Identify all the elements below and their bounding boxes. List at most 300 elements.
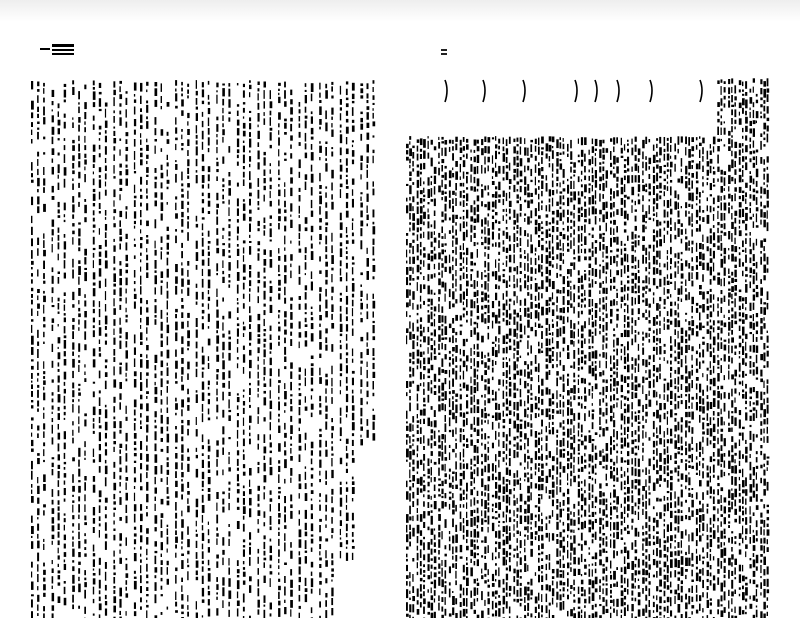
ink-dash bbox=[290, 551, 292, 559]
ink-dash bbox=[161, 341, 163, 348]
ink-dash bbox=[278, 443, 281, 452]
ink-dash bbox=[258, 549, 260, 554]
ink-dash bbox=[474, 157, 476, 163]
ink-dash bbox=[175, 447, 177, 449]
ink-dash bbox=[520, 576, 522, 579]
ink-dash bbox=[455, 192, 456, 196]
ink-dash bbox=[278, 112, 281, 119]
ink-dash bbox=[455, 443, 457, 449]
ink-dash bbox=[134, 226, 135, 229]
ink-dash bbox=[581, 554, 583, 562]
ink-dash bbox=[249, 123, 251, 129]
ink-dash bbox=[72, 304, 74, 308]
ink-dash bbox=[541, 227, 543, 229]
ink-dash bbox=[556, 341, 559, 349]
ink-dash bbox=[134, 514, 136, 523]
ink-dash bbox=[509, 267, 512, 273]
ink-dash bbox=[573, 607, 575, 610]
ink-dash bbox=[325, 379, 328, 385]
ink-dash bbox=[520, 588, 522, 597]
ink-dash bbox=[552, 598, 553, 605]
ink-dash bbox=[58, 153, 60, 156]
ink-dash bbox=[420, 437, 422, 444]
ink-dash bbox=[105, 260, 108, 268]
ink-dash bbox=[506, 434, 508, 441]
ink-dash bbox=[228, 482, 230, 485]
ink-dash bbox=[474, 140, 477, 146]
ink-dash bbox=[140, 354, 142, 357]
ink-dash bbox=[431, 312, 433, 320]
ink-dash bbox=[228, 381, 230, 389]
ink-dash bbox=[311, 499, 312, 501]
ink-dash bbox=[481, 219, 483, 226]
ink-dash bbox=[463, 155, 465, 158]
ink-dash bbox=[216, 533, 218, 537]
ink-dash bbox=[208, 591, 210, 595]
ink-dash bbox=[412, 267, 413, 274]
ink-dash bbox=[434, 549, 436, 553]
ink-dash bbox=[455, 315, 458, 321]
ink-dash bbox=[140, 115, 142, 123]
ink-dash bbox=[441, 315, 443, 322]
ink-dash bbox=[258, 280, 261, 283]
ink-dash bbox=[463, 302, 464, 306]
ink-dash bbox=[517, 266, 519, 274]
ink-dash bbox=[31, 449, 34, 452]
ink-dash bbox=[535, 304, 538, 308]
ink-dash bbox=[570, 240, 572, 249]
ink-dash bbox=[409, 396, 411, 400]
ink-dash bbox=[222, 600, 223, 608]
ink-dash bbox=[441, 358, 443, 367]
ink-dash bbox=[452, 500, 455, 508]
ink-dash bbox=[222, 342, 224, 350]
ink-dash bbox=[78, 460, 80, 467]
ink-dash bbox=[506, 526, 508, 535]
ink-dash bbox=[340, 134, 342, 143]
ink-dash bbox=[161, 513, 164, 518]
ink-dash bbox=[222, 157, 224, 164]
ink-dash bbox=[346, 446, 347, 451]
ink-dash bbox=[237, 111, 239, 116]
ink-dash bbox=[509, 339, 511, 343]
ink-dash bbox=[541, 254, 543, 263]
ink-dash bbox=[452, 354, 453, 356]
ink-dash bbox=[520, 204, 522, 211]
ink-dash bbox=[438, 186, 441, 193]
ink-dash bbox=[466, 567, 468, 576]
ink-dash bbox=[503, 419, 506, 423]
ink-dash bbox=[311, 244, 313, 249]
ink-dash bbox=[431, 558, 433, 561]
ink-dash bbox=[409, 267, 412, 271]
ink-dash bbox=[126, 573, 129, 578]
ink-dash bbox=[146, 512, 148, 516]
ink-dash bbox=[311, 152, 314, 160]
ink-dash bbox=[243, 545, 245, 547]
ink-dash bbox=[181, 367, 183, 375]
ink-dash bbox=[584, 355, 587, 359]
ink-dash bbox=[93, 449, 94, 457]
ink-dash bbox=[428, 221, 430, 228]
ink-dash bbox=[578, 295, 580, 299]
ink-dash bbox=[167, 139, 170, 144]
ink-dash bbox=[567, 550, 568, 559]
ink-dash bbox=[367, 83, 369, 89]
ink-dash bbox=[584, 406, 586, 409]
ink-dash bbox=[495, 171, 498, 177]
ink-dash bbox=[31, 391, 33, 397]
ink-dash bbox=[517, 364, 518, 368]
ink-dash bbox=[119, 305, 121, 310]
ink-dash bbox=[495, 242, 497, 247]
ink-dash bbox=[484, 275, 486, 277]
ink-dash bbox=[546, 241, 548, 244]
ink-dash bbox=[428, 502, 430, 508]
ink-dash bbox=[278, 209, 281, 214]
ink-dash bbox=[470, 216, 473, 221]
ink-dash bbox=[93, 81, 95, 86]
ink-dash bbox=[119, 550, 120, 554]
ink-dash bbox=[563, 326, 566, 334]
ink-dash bbox=[331, 560, 333, 565]
ink-dash bbox=[249, 383, 251, 385]
ink-dash bbox=[52, 541, 53, 545]
ink-dash bbox=[72, 531, 73, 533]
ink-dash bbox=[455, 144, 457, 151]
ink-dash bbox=[412, 223, 415, 231]
ink-dash bbox=[264, 276, 266, 278]
ink-dash bbox=[78, 552, 81, 557]
ink-dash bbox=[367, 332, 369, 340]
ink-dash bbox=[305, 107, 307, 113]
ink-dash bbox=[264, 492, 265, 499]
ink-dash bbox=[284, 275, 286, 284]
ink-dash bbox=[237, 393, 239, 395]
ink-dash bbox=[556, 411, 559, 414]
ink-dash bbox=[290, 468, 292, 476]
ink-dash bbox=[556, 316, 558, 320]
ink-dash bbox=[37, 524, 39, 531]
ink-dash bbox=[438, 564, 440, 569]
ink-dash bbox=[228, 200, 229, 205]
ink-dash bbox=[270, 178, 272, 182]
ink-dash bbox=[481, 242, 483, 245]
ink-dash bbox=[581, 467, 584, 472]
ink-dash bbox=[113, 165, 114, 174]
ink-dash bbox=[428, 602, 431, 608]
ink-dash bbox=[535, 536, 537, 540]
ink-dash bbox=[258, 519, 259, 524]
ink-dash bbox=[509, 186, 511, 190]
ink-dash bbox=[567, 463, 569, 469]
ink-dash bbox=[249, 433, 251, 437]
ink-dash bbox=[466, 463, 468, 469]
ink-dash bbox=[570, 543, 573, 551]
ink-dash bbox=[58, 337, 61, 343]
ink-dash bbox=[155, 168, 157, 173]
ink-dash bbox=[167, 408, 169, 414]
ink-dash bbox=[474, 200, 476, 204]
ink-dash bbox=[495, 610, 497, 616]
ink-dash bbox=[449, 337, 451, 342]
ink-dash bbox=[573, 175, 575, 177]
ink-dash bbox=[243, 498, 245, 505]
ink-dash bbox=[93, 253, 95, 258]
ink-dash bbox=[470, 481, 472, 486]
ink-dash bbox=[119, 450, 121, 454]
text-column bbox=[278, 82, 293, 617]
ink-dash bbox=[584, 396, 587, 402]
ink-dash bbox=[284, 217, 286, 222]
ink-dash bbox=[530, 532, 533, 539]
ink-dash bbox=[311, 144, 313, 150]
ink-dash bbox=[438, 489, 440, 492]
ink-dash bbox=[563, 396, 564, 400]
ink-dash bbox=[325, 374, 327, 378]
ink-dash bbox=[187, 183, 190, 187]
ink-dash bbox=[509, 545, 511, 550]
ink-dash bbox=[243, 247, 244, 253]
ink-dash bbox=[538, 202, 540, 211]
ink-dash bbox=[417, 165, 419, 168]
ink-dash bbox=[319, 544, 321, 549]
ink-dash bbox=[72, 237, 73, 244]
ink-dash bbox=[119, 476, 121, 480]
ink-dash bbox=[581, 594, 584, 597]
ink-dash bbox=[441, 329, 443, 336]
ink-dash bbox=[93, 218, 95, 222]
ink-dash bbox=[181, 82, 183, 86]
ink-dash bbox=[527, 276, 529, 283]
ink-dash bbox=[527, 253, 528, 261]
ink-dash bbox=[452, 509, 455, 514]
ink-dash bbox=[258, 510, 261, 516]
ink-dash bbox=[417, 536, 419, 543]
ink-dash bbox=[417, 359, 420, 364]
ink-dash bbox=[72, 383, 74, 389]
ink-dash bbox=[346, 365, 348, 373]
ink-dash bbox=[208, 102, 210, 105]
ink-dash bbox=[311, 83, 314, 92]
ink-dash bbox=[484, 556, 486, 559]
ink-dash bbox=[258, 113, 260, 122]
ink-dash bbox=[278, 315, 279, 319]
ink-dash bbox=[492, 377, 494, 380]
ink-dash bbox=[438, 168, 440, 176]
ink-dash bbox=[556, 390, 557, 399]
ink-dash bbox=[119, 599, 121, 608]
ink-dash bbox=[584, 202, 586, 207]
ink-dash bbox=[423, 409, 426, 416]
ink-dash bbox=[72, 178, 73, 181]
ink-dash bbox=[477, 189, 479, 192]
ink-dash bbox=[264, 118, 266, 125]
ink-dash bbox=[578, 215, 580, 222]
ink-dash bbox=[270, 259, 273, 268]
ink-dash bbox=[445, 326, 448, 335]
ink-dash bbox=[113, 138, 116, 143]
ink-dash bbox=[126, 483, 127, 490]
ink-dash bbox=[466, 289, 468, 297]
ink-dash bbox=[290, 580, 293, 588]
ink-dash bbox=[311, 307, 313, 309]
ink-dash bbox=[573, 385, 576, 394]
ink-dash bbox=[441, 399, 444, 401]
ink-dash bbox=[290, 118, 293, 122]
ink-dash bbox=[549, 163, 551, 167]
ink-dash bbox=[513, 244, 515, 253]
ink-dash bbox=[181, 554, 184, 557]
ink-dash bbox=[243, 607, 245, 612]
ink-dash bbox=[470, 591, 472, 598]
ink-dash bbox=[319, 287, 322, 292]
ink-dash bbox=[506, 454, 507, 459]
ink-dash bbox=[249, 416, 252, 423]
ink-dash bbox=[311, 282, 313, 291]
ink-dash bbox=[420, 372, 422, 380]
ink-dash bbox=[538, 180, 540, 182]
ink-dash bbox=[488, 333, 490, 340]
ink-dash bbox=[208, 174, 210, 181]
ink-dash bbox=[258, 394, 259, 398]
ink-dash bbox=[428, 511, 431, 515]
ink-dash bbox=[119, 269, 122, 276]
ink-dash bbox=[155, 387, 158, 394]
ink-dash bbox=[488, 358, 491, 362]
ink-dash bbox=[58, 324, 59, 327]
ink-dash bbox=[412, 352, 414, 359]
ink-dash bbox=[470, 348, 471, 356]
ink-dash bbox=[78, 288, 81, 296]
ink-dash bbox=[72, 399, 74, 402]
ink-dash bbox=[37, 498, 39, 504]
ink-dash bbox=[52, 425, 53, 434]
ink-dash bbox=[573, 476, 576, 482]
ink-dash bbox=[352, 294, 354, 298]
ink-dash bbox=[420, 198, 423, 203]
ink-dash bbox=[541, 157, 543, 164]
ink-dash bbox=[573, 535, 575, 543]
ink-dash bbox=[428, 315, 430, 323]
ink-dash bbox=[492, 155, 493, 164]
ink-dash bbox=[284, 450, 286, 455]
ink-dash bbox=[202, 260, 205, 266]
ink-dash bbox=[352, 283, 355, 292]
ink-dash bbox=[581, 171, 583, 175]
ink-dash bbox=[216, 147, 217, 153]
ink-dash bbox=[331, 433, 333, 439]
ink-dash bbox=[140, 575, 142, 583]
ink-dash bbox=[535, 258, 537, 265]
ink-dash bbox=[474, 219, 477, 224]
ink-dash bbox=[527, 340, 528, 349]
ink-dash bbox=[196, 302, 198, 305]
ink-dash bbox=[37, 128, 39, 130]
ink-dash bbox=[546, 248, 548, 253]
ink-dash bbox=[506, 248, 508, 253]
ink-dash bbox=[360, 88, 363, 93]
ink-dash bbox=[243, 491, 245, 496]
ink-dash bbox=[84, 504, 85, 512]
ink-dash bbox=[423, 188, 424, 193]
ink-dash bbox=[549, 422, 550, 428]
ink-dash bbox=[406, 525, 407, 533]
ink-dash bbox=[146, 90, 147, 93]
ink-dash bbox=[31, 336, 34, 345]
ink-dash bbox=[434, 612, 436, 618]
ink-dash bbox=[524, 409, 526, 417]
ink-dash bbox=[438, 233, 440, 238]
ink-dash bbox=[484, 485, 486, 491]
ink-dash bbox=[373, 87, 374, 92]
ink-dash bbox=[58, 202, 60, 207]
ink-dash bbox=[105, 541, 107, 550]
ink-dash bbox=[331, 568, 334, 571]
ink-dash bbox=[84, 102, 87, 109]
ink-dash bbox=[367, 206, 368, 214]
ink-dash bbox=[352, 160, 354, 165]
ink-dash bbox=[113, 535, 115, 541]
ink-dash bbox=[506, 582, 508, 590]
ink-dash bbox=[570, 140, 572, 148]
ink-dash bbox=[503, 457, 505, 462]
ink-dash bbox=[52, 344, 54, 352]
ink-dash bbox=[237, 450, 239, 455]
ink-dash bbox=[52, 229, 54, 235]
ink-dash bbox=[187, 464, 189, 472]
ink-dash bbox=[360, 124, 363, 130]
ink-dash bbox=[64, 499, 66, 502]
ink-dash bbox=[270, 169, 271, 173]
ink-dash bbox=[167, 529, 169, 536]
ink-dash bbox=[187, 330, 190, 338]
ink-dash bbox=[546, 359, 548, 363]
ink-dash bbox=[146, 121, 148, 129]
ink-dash bbox=[373, 80, 375, 84]
ink-dash bbox=[463, 183, 464, 187]
ink-dash bbox=[196, 318, 198, 327]
ink-dash bbox=[488, 545, 489, 553]
ink-dash bbox=[352, 349, 353, 357]
ink-dash bbox=[470, 366, 472, 369]
ink-dash bbox=[573, 587, 575, 591]
ink-dash bbox=[43, 137, 45, 140]
ink-dash bbox=[560, 274, 562, 276]
ink-dash bbox=[570, 220, 572, 223]
ink-dash bbox=[43, 296, 46, 302]
ink-dash bbox=[64, 418, 65, 420]
text-column bbox=[196, 80, 211, 618]
ink-dash bbox=[284, 459, 287, 468]
ink-dash bbox=[52, 220, 55, 227]
ink-dash bbox=[249, 543, 251, 546]
ink-dash bbox=[556, 569, 558, 578]
ink-dash bbox=[175, 471, 177, 478]
ink-dash bbox=[134, 467, 136, 473]
ink-dash bbox=[161, 173, 164, 179]
ink-dash bbox=[319, 493, 321, 497]
ink-dash bbox=[563, 500, 565, 506]
ink-dash bbox=[155, 250, 157, 256]
ink-dash bbox=[99, 167, 101, 172]
ink-dash bbox=[417, 478, 420, 484]
ink-dash bbox=[237, 357, 239, 359]
ink-dash bbox=[495, 503, 497, 508]
ink-dash bbox=[311, 333, 314, 341]
ink-dash bbox=[556, 371, 559, 376]
ink-dash bbox=[406, 411, 408, 419]
